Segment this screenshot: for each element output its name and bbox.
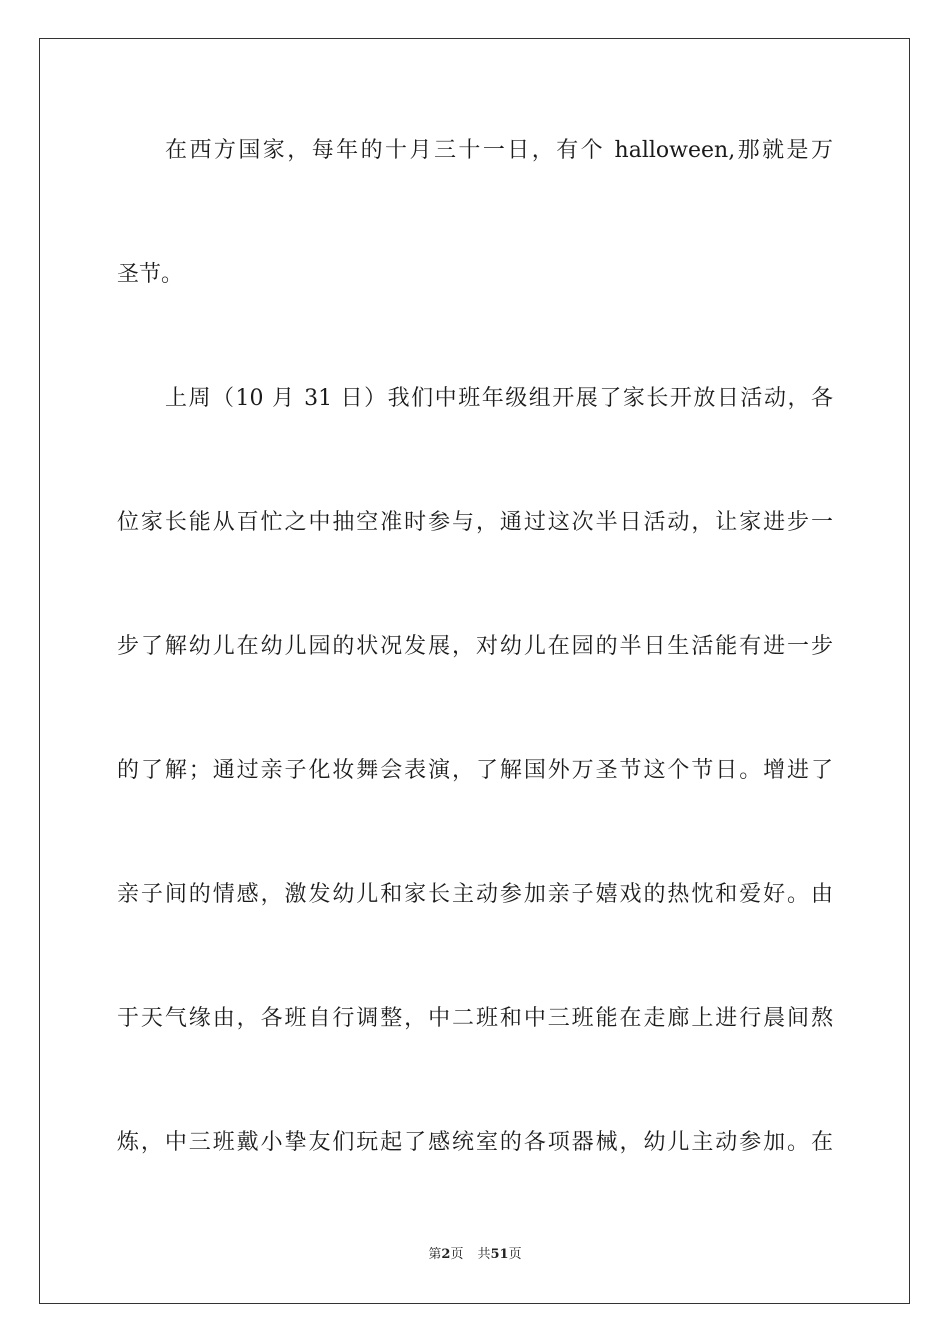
paragraph-2-line-4: 的了解；通过亲子化妆舞会表演，了解国外万圣节这个节日。增进了 [117,758,833,783]
footer-page-current: 2 [441,1247,451,1262]
footer-total-prefix: 共 [477,1247,491,1262]
paragraph-2-line-1: 上周（10 月 31 日）我们中班年级组开展了家长开放日活动，各 [165,386,833,411]
paragraph-2-line-5: 亲子间的情感，激发幼儿和家长主动参加亲子嬉戏的热忱和爱好。由 [117,882,833,907]
paragraph-2-line-6: 于天气缘由，各班自行调整，中二班和中三班能在走廊上进行晨间熬 [117,1006,833,1031]
paragraph-2-line-7: 炼，中三班戴小挚友们玩起了感统室的各项器械，幼儿主动参加。在 [117,1130,833,1155]
paragraph-2-line-3: 步了解幼儿在幼儿园的状况发展，对幼儿在园的半日生活能有进一步 [117,634,833,659]
footer-total-pages: 51 [490,1247,509,1262]
paragraph-1-line-1: 在西方国家，每年的十月三十一日，有个 halloween,那就是万 [165,138,833,163]
page-footer [0,1246,950,1264]
paragraph-2-line-2: 位家长能从百忙之中抽空准时参与，通过这次半日活动，让家进步一 [117,510,833,535]
paragraph-1-line-2: 圣节。 [117,262,184,287]
footer-page-suffix: 页 [450,1247,464,1262]
page-border [39,38,910,1304]
footer-total-suffix: 页 [508,1247,522,1262]
footer-page-prefix: 第 [428,1247,442,1262]
